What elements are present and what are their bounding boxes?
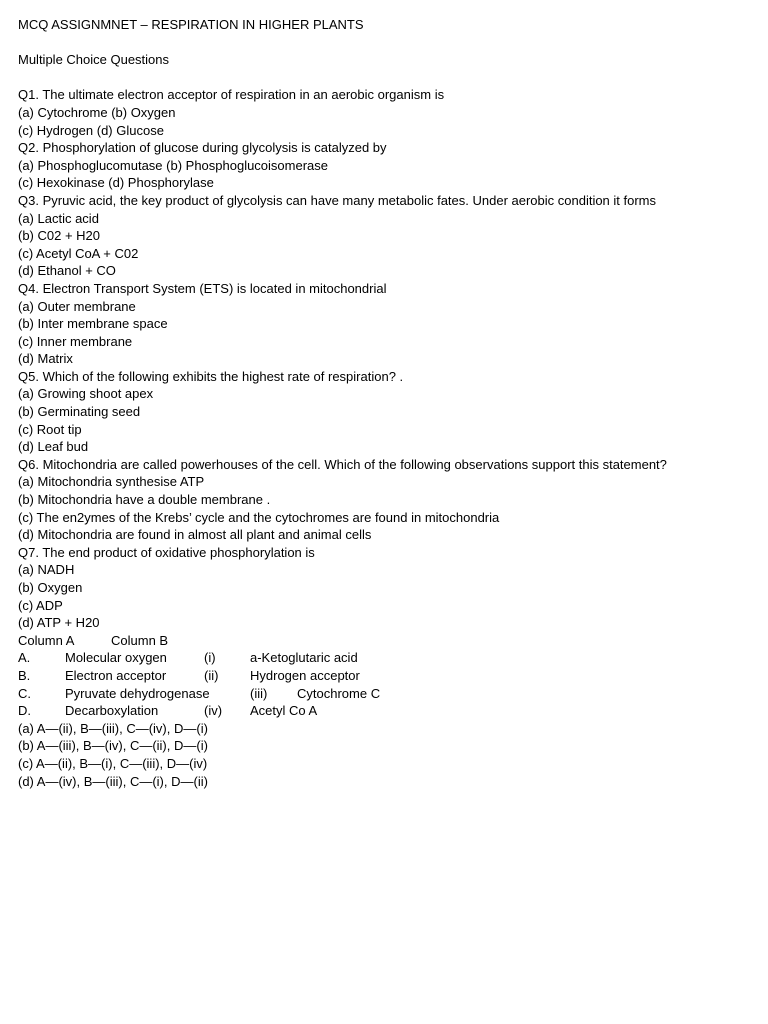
option-line: (c) Inner membrane (18, 333, 133, 349)
option-line: (a) Cytochrome (b) Oxygen (18, 104, 176, 120)
option-line: (c) Acetyl CoA + C02 (18, 245, 139, 261)
option-line: (c) Hydrogen (d) Glucose (18, 122, 164, 138)
match-row-letter: D. (18, 703, 31, 719)
match-table (18, 632, 758, 720)
match-row-column-a: Electron acceptor (65, 667, 167, 683)
question-text: Q7. The end product of oxidative phosphorylation is (18, 544, 315, 560)
option-line: (a) Outer membrane (18, 298, 136, 314)
answer-option: (c) A—(ii), B—(i), C—(iii), D—(iv) (18, 755, 208, 771)
document-page (18, 16, 758, 790)
match-table-header (18, 632, 758, 650)
option-line: (b) Germinating seed (18, 404, 141, 420)
match-row-column-b: Cytochrome C (297, 685, 381, 701)
answer-option: (d) A—(iv), B—(iii), C—(i), D—(ii) (18, 773, 208, 789)
match-row-column-b: Acetyl Co A (250, 703, 318, 719)
match-row (18, 685, 758, 703)
match-row-column-a: Decarboxylation (65, 703, 159, 719)
match-row-numeral: (i) (204, 650, 216, 666)
option-line: (b) Oxygen (18, 580, 83, 595)
match-row-letter: A. (18, 650, 31, 666)
match-row-column-b: Hydrogen acceptor (250, 667, 360, 683)
question-text: Q6. Mitochondria are called powerhouses of the cell. Which of the following observations support this statement? (18, 456, 667, 472)
question-text: Q4. Electron Transport System (ETS) is located in mitochondrial (18, 280, 387, 296)
question-text: Q3. Pyruvic acid, the key product of glycolysis can have many metabolic fates. Under aerobic condition it forms (18, 192, 657, 208)
option-line: (d) Leaf bud (18, 439, 89, 455)
section-heading: Multiple Choice Questions (18, 52, 170, 68)
option-line: (a) Growing shoot apex (18, 386, 154, 402)
document-title: MCQ ASSIGNMNET – RESPIRATION IN HIGHER PLANTS (18, 17, 364, 32)
match-row-letter: B. (18, 667, 31, 683)
match-row-column-b: a-Ketoglutaric acid (250, 650, 358, 666)
match-row (18, 702, 758, 720)
answer-option: (b) A—(iii), B—(iv), C—(ii), D—(i) (18, 738, 208, 754)
answer-option: (a) A—(ii), B—(iii), C—(iv), D—(i) (18, 720, 208, 736)
match-row-column-a: Pyruvate dehydrogenase (65, 685, 210, 701)
column-b-header: Column B (111, 632, 169, 648)
option-line: (b) C02 + H20 (18, 228, 101, 244)
option-line: (c) Hexokinase (d) Phosphorylase (18, 175, 214, 191)
match-row-numeral: (iii) (250, 685, 268, 701)
option-line: (a) Phosphoglucomutase (b) Phosphoglucoisomerase (18, 157, 329, 173)
option-line: (a) NADH (18, 562, 75, 578)
option-line: (d) Ethanol + CO (18, 263, 116, 279)
option-line: (c) Root tip (18, 421, 82, 437)
option-line: (d) ATP + H20 (18, 615, 100, 631)
match-row (18, 649, 758, 667)
option-line: (b) Mitochondria have a double membrane . (18, 492, 271, 508)
option-line: (a) Lactic acid (18, 210, 99, 226)
match-row-numeral: (ii) (204, 667, 219, 683)
match-row-letter: C. (18, 685, 31, 701)
match-row-column-a: Molecular oxygen (65, 650, 167, 666)
option-line: (d) Matrix (18, 351, 73, 367)
match-row (18, 667, 758, 685)
question-text: Q2. Phosphorylation of glucose during glycolysis is catalyzed by (18, 140, 387, 156)
option-line: (d) Mitochondria are found in almost all plant and animal cells (18, 527, 372, 543)
option-line: (c) The en2ymes of the Krebs’ cycle and the cytochromes are found in mitochondria (18, 509, 500, 525)
option-line: (a) Mitochondria synthesise ATP (18, 474, 205, 490)
match-row-numeral: (iv) (204, 703, 223, 719)
question-text: Q1. The ultimate electron acceptor of respiration in an aerobic organism is (18, 87, 445, 103)
question-text: Q5. Which of the following exhibits the highest rate of respiration? . (18, 368, 404, 384)
answer-options (18, 720, 758, 790)
option-line: (c) ADP (18, 597, 63, 613)
column-a-header: Column A (18, 632, 75, 648)
question-list (18, 86, 758, 631)
option-line: (b) Inter membrane space (18, 316, 168, 332)
